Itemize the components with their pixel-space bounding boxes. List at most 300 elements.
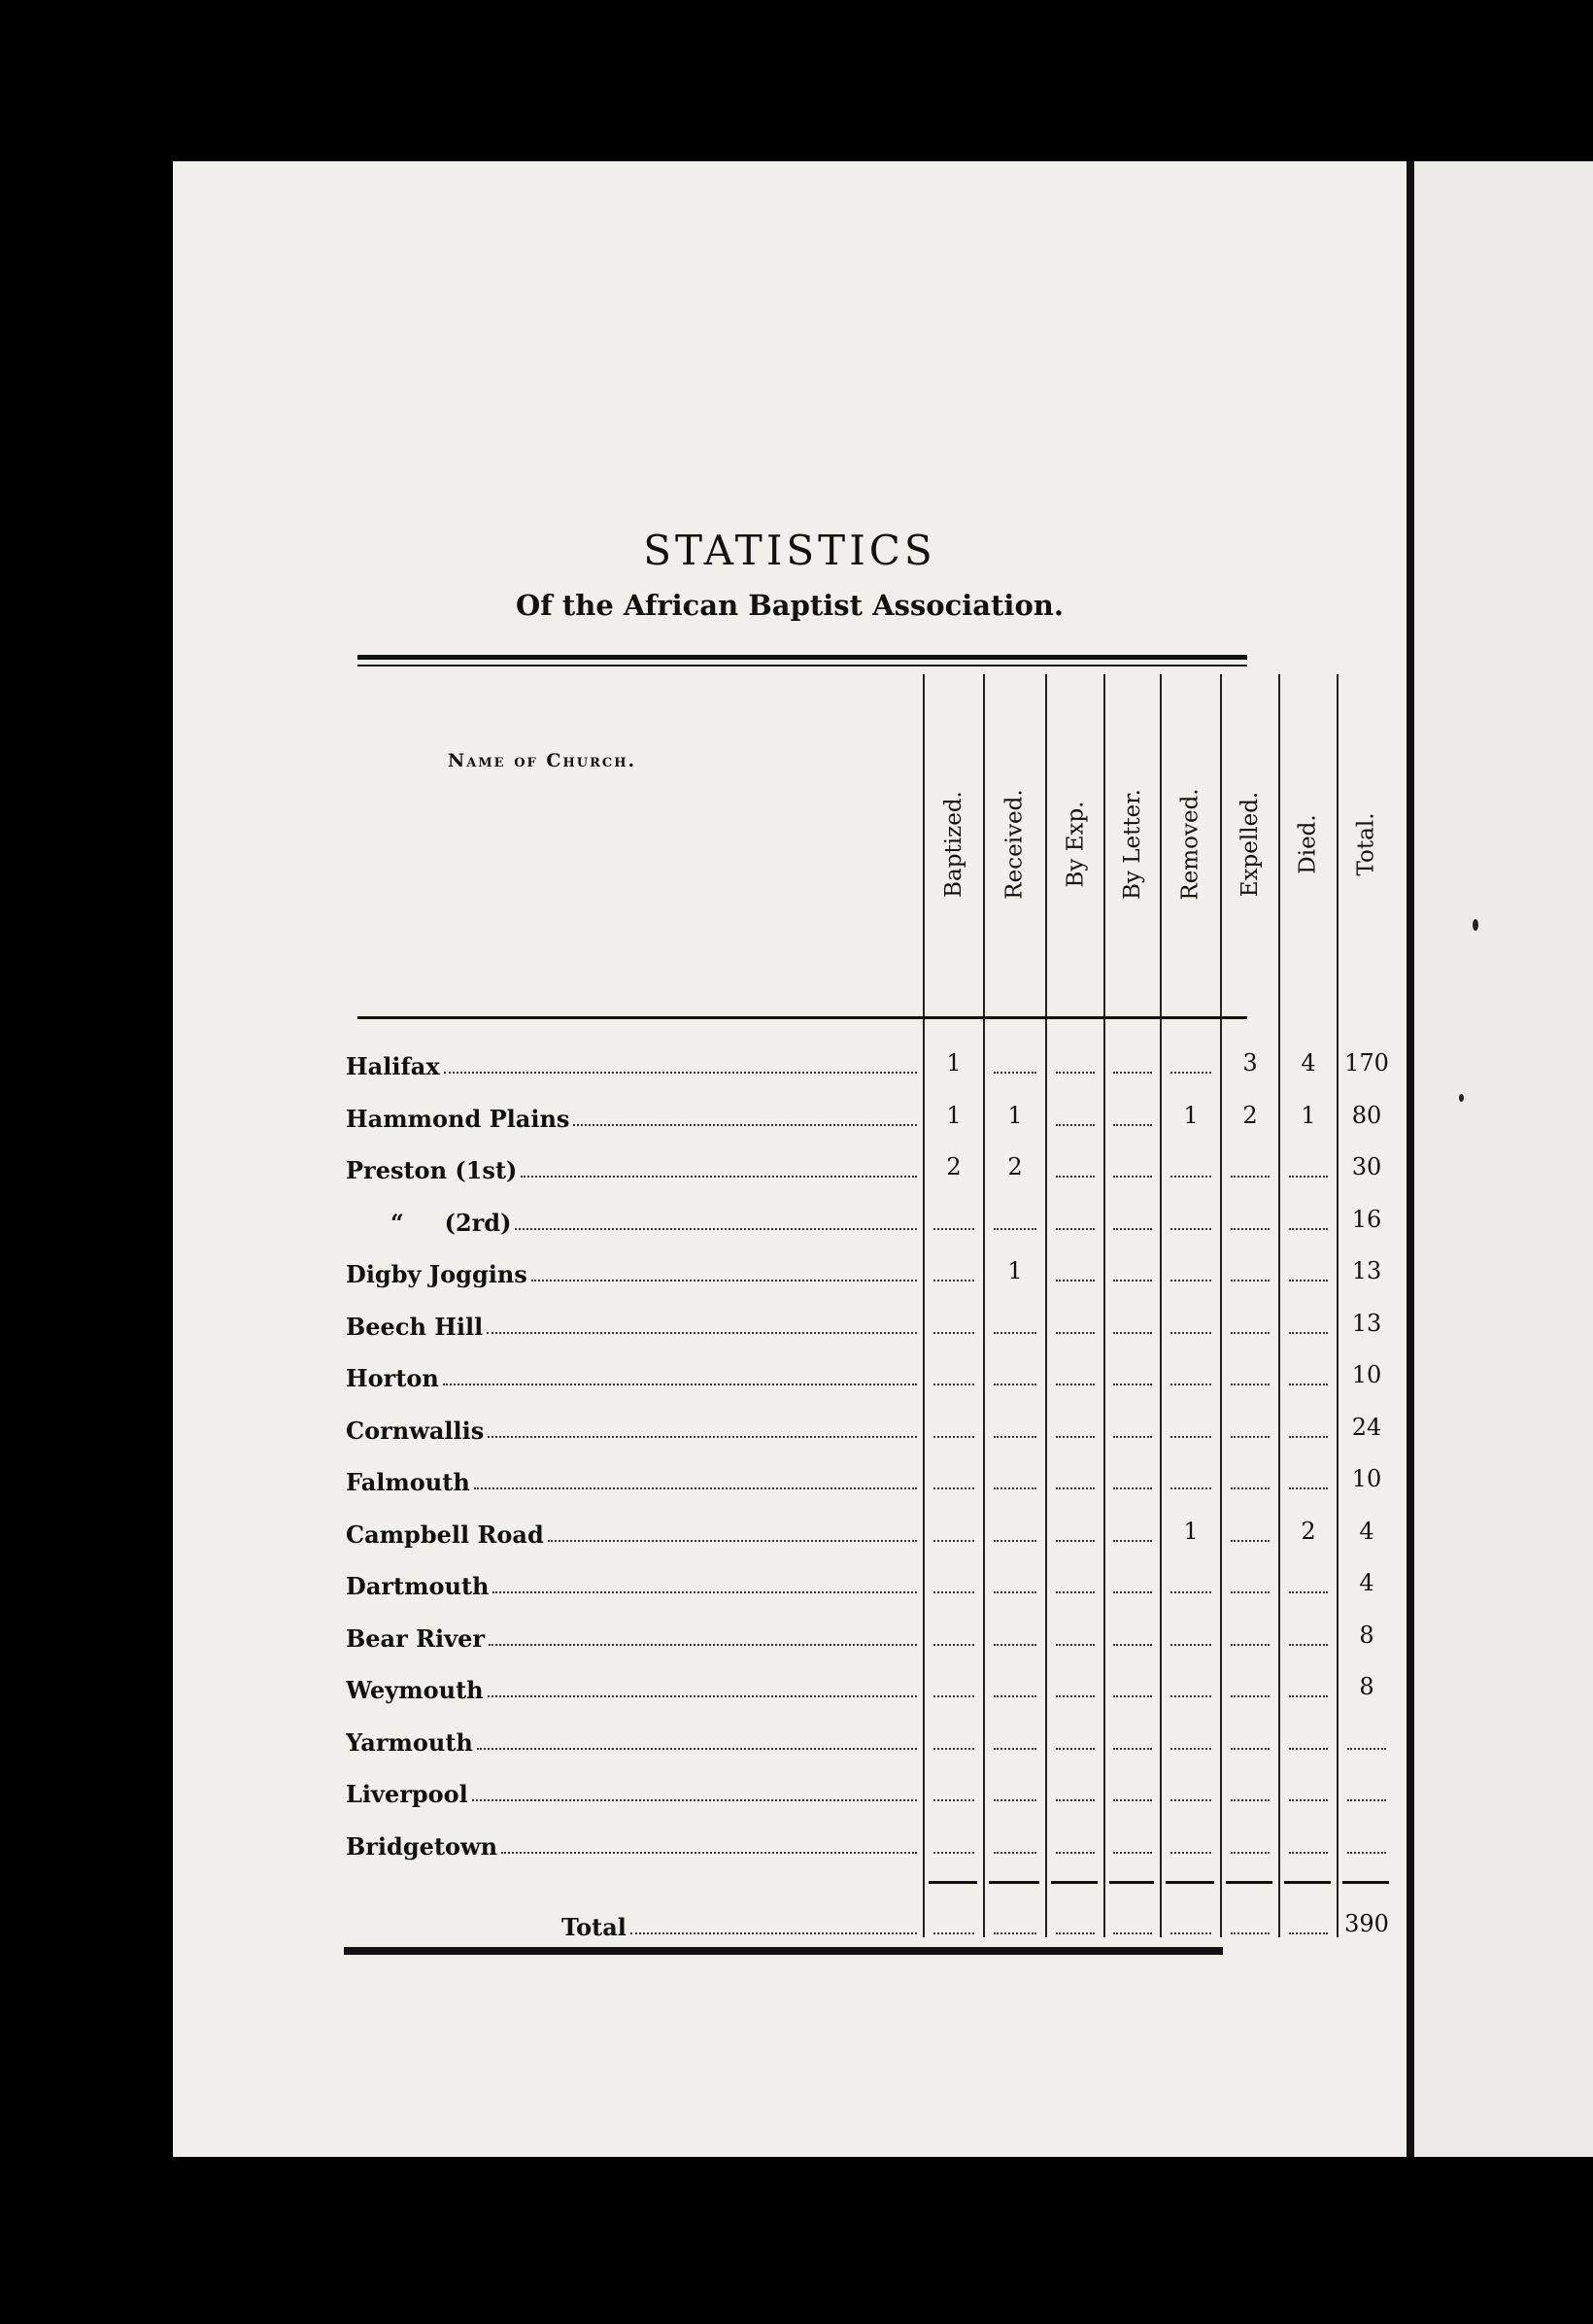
total-leader-dots <box>630 1932 917 1934</box>
sum-underline <box>1109 1881 1154 1884</box>
cell-value: 80 <box>1351 1102 1382 1129</box>
table-cell <box>985 1665 1045 1704</box>
cell-leader-dots <box>933 1748 974 1750</box>
leader-dots <box>472 1799 917 1801</box>
table-cell <box>985 1406 1045 1445</box>
bottom-rule <box>344 1947 1223 1955</box>
cell-value: 2 <box>1301 1518 1316 1545</box>
cell-leader-dots <box>1231 1540 1271 1542</box>
church-name-cell <box>346 1198 923 1237</box>
table-cell <box>1339 1457 1395 1496</box>
cell-leader-dots <box>1231 1799 1271 1801</box>
cell-value: 1 <box>1007 1257 1023 1284</box>
cell-leader-dots <box>1056 1540 1096 1542</box>
cell-leader-dots <box>1113 1852 1151 1854</box>
cell-leader-dots <box>933 1280 974 1282</box>
table-cell <box>1222 1198 1278 1237</box>
cell-leader-dots <box>933 1487 974 1489</box>
table-cell <box>1222 1769 1278 1808</box>
table-cell <box>1047 1718 1103 1757</box>
table-cell <box>1105 1198 1160 1237</box>
leader-dots <box>548 1540 917 1542</box>
table-cell <box>985 1249 1045 1288</box>
table-cell <box>925 1902 983 1941</box>
cell-leader-dots <box>933 1540 974 1542</box>
table-cell <box>1339 1902 1395 1941</box>
table-cell <box>1222 1665 1278 1704</box>
table-row <box>173 1145 1407 1184</box>
cell-leader-dots <box>933 1332 974 1334</box>
cell-leader-dots <box>933 1644 974 1646</box>
cell-leader-dots <box>1113 1124 1151 1126</box>
cell-value: 1 <box>1183 1102 1199 1129</box>
table-cell <box>1105 1510 1160 1549</box>
church-name: Falmouth <box>346 1468 470 1496</box>
table-cell <box>985 1902 1045 1941</box>
church-name: Cornwallis <box>346 1417 485 1445</box>
column-header-label: Died. <box>1296 814 1322 874</box>
cell-leader-dots <box>1231 1932 1271 1934</box>
church-name: Bear River <box>346 1624 486 1653</box>
church-name-cell <box>346 1561 923 1600</box>
table-cell <box>1162 1769 1220 1808</box>
table-row <box>173 1718 1407 1757</box>
church-name: “ (2rd) <box>390 1209 512 1237</box>
table-cell <box>1222 1302 1278 1341</box>
cell-leader-dots <box>1289 1436 1329 1438</box>
cell-leader-dots <box>1113 1695 1151 1697</box>
table-cell <box>1162 1249 1220 1288</box>
cell-leader-dots <box>994 1540 1035 1542</box>
cell-leader-dots <box>1113 1748 1151 1750</box>
cell-leader-dots <box>1231 1748 1271 1750</box>
cell-leader-dots <box>994 1852 1035 1854</box>
cell-value: 1 <box>946 1102 962 1129</box>
table-cell <box>1105 1718 1160 1757</box>
sum-underline <box>929 1881 977 1884</box>
cell-leader-dots <box>1113 1799 1151 1801</box>
cell-value: 1 <box>946 1049 962 1077</box>
cell-leader-dots <box>1289 1748 1329 1750</box>
scanned-page <box>173 161 1407 2157</box>
table-cell <box>1222 1822 1278 1861</box>
table-cell <box>1280 1042 1337 1080</box>
cell-leader-dots <box>1113 1436 1151 1438</box>
cell-leader-dots <box>1289 1799 1329 1801</box>
table-cell <box>1339 1353 1395 1392</box>
table-cell <box>1105 1094 1160 1133</box>
table-row <box>173 1249 1407 1288</box>
column-header-label: By Letter. <box>1120 789 1145 900</box>
table-cell <box>1222 1353 1278 1392</box>
table-cell <box>1047 1042 1103 1080</box>
table-cell <box>1162 1902 1220 1941</box>
table-cell <box>1339 1614 1395 1653</box>
table-cell <box>1339 1406 1395 1445</box>
table-cell <box>985 1198 1045 1237</box>
leader-dots <box>531 1280 917 1282</box>
table-cell <box>925 1198 983 1237</box>
church-name: Digby Joggins <box>346 1260 527 1288</box>
table-cell <box>1339 1510 1395 1549</box>
cell-leader-dots <box>1289 1932 1329 1934</box>
cell-leader-dots <box>933 1228 974 1230</box>
total-row <box>173 1902 1407 1941</box>
adjacent-page-edge <box>1407 161 1593 2157</box>
table-row <box>173 1042 1407 1080</box>
leader-dots <box>488 1695 917 1697</box>
cell-leader-dots <box>1289 1644 1329 1646</box>
table-cell <box>925 1042 983 1080</box>
cell-leader-dots <box>1113 1280 1151 1282</box>
church-name-cell <box>346 1302 923 1341</box>
table-cell <box>925 1406 983 1445</box>
table-cell <box>1162 1198 1220 1237</box>
cell-leader-dots <box>1289 1695 1329 1697</box>
cell-leader-dots <box>1231 1176 1271 1178</box>
column-header-label: Removed. <box>1178 788 1204 901</box>
table-cell <box>1047 1822 1103 1861</box>
table-cell <box>985 1094 1045 1133</box>
cell-leader-dots <box>1056 1799 1096 1801</box>
cell-value: 2 <box>946 1153 962 1180</box>
cell-leader-dots <box>1113 1384 1151 1385</box>
cell-leader-dots <box>1289 1228 1329 1230</box>
table-row <box>173 1614 1407 1653</box>
table-cell <box>1280 1665 1337 1704</box>
table-row <box>173 1406 1407 1445</box>
table-cell <box>1280 1457 1337 1496</box>
cell-leader-dots <box>1231 1228 1271 1230</box>
table-cell <box>925 1094 983 1133</box>
cell-leader-dots <box>994 1436 1035 1438</box>
cell-leader-dots <box>1347 1799 1387 1801</box>
cell-leader-dots <box>1231 1487 1271 1489</box>
table-cell <box>1047 1353 1103 1392</box>
column-header <box>1105 674 1160 1014</box>
cell-leader-dots <box>1113 1644 1151 1646</box>
table-cell <box>925 1718 983 1757</box>
table-cell <box>925 1614 983 1653</box>
table-cell <box>1105 1406 1160 1445</box>
cell-leader-dots <box>1289 1384 1329 1385</box>
table-cell <box>1280 1902 1337 1941</box>
table-cell <box>1162 1614 1220 1653</box>
cell-leader-dots <box>933 1591 974 1593</box>
cell-value: 4 <box>1359 1569 1374 1596</box>
table-cell <box>985 1769 1045 1808</box>
cell-leader-dots <box>1170 1932 1211 1934</box>
table-cell <box>925 1769 983 1808</box>
cell-leader-dots <box>994 1072 1035 1074</box>
church-name: Beech Hill <box>346 1313 484 1341</box>
cell-value: 4 <box>1359 1518 1374 1545</box>
table-cell <box>1280 1249 1337 1288</box>
table-cell <box>1222 1718 1278 1757</box>
table-row <box>173 1510 1407 1549</box>
table-cell <box>1105 1561 1160 1600</box>
table-cell <box>1339 1561 1395 1600</box>
sum-underline <box>1051 1881 1098 1884</box>
cell-leader-dots <box>1056 1695 1096 1697</box>
column-header-label: Received. <box>1002 789 1029 900</box>
church-name-cell <box>346 1094 923 1133</box>
table-row <box>173 1353 1407 1392</box>
table-cell <box>1047 1561 1103 1600</box>
cell-leader-dots <box>1056 1644 1096 1646</box>
cell-leader-dots <box>1056 1228 1096 1230</box>
table-cell <box>1222 1902 1278 1941</box>
cell-value: 24 <box>1351 1414 1382 1441</box>
cell-leader-dots <box>1231 1332 1271 1334</box>
table-cell <box>1162 1457 1220 1496</box>
table-cell <box>1222 1614 1278 1653</box>
table-cell <box>1162 1042 1220 1080</box>
table-cell <box>1105 1665 1160 1704</box>
cell-leader-dots <box>1056 1384 1096 1385</box>
cell-value: 10 <box>1351 1465 1382 1492</box>
table-cell <box>1162 1145 1220 1184</box>
cell-leader-dots <box>1231 1280 1271 1282</box>
church-name: Yarmouth <box>346 1728 473 1757</box>
table-cell <box>1105 1353 1160 1392</box>
table-cell <box>1105 1614 1160 1653</box>
column-header <box>1280 674 1337 1014</box>
cell-value: 170 <box>1344 1049 1389 1077</box>
church-name-cell <box>346 1406 923 1445</box>
cell-leader-dots <box>994 1748 1035 1750</box>
cell-leader-dots <box>933 1799 974 1801</box>
table-cell <box>985 1457 1045 1496</box>
cell-leader-dots <box>994 1487 1035 1489</box>
table-cell <box>1047 1614 1103 1653</box>
cell-leader-dots <box>1289 1280 1329 1282</box>
cell-value: 13 <box>1351 1257 1382 1284</box>
table-cell <box>1162 1406 1220 1445</box>
cell-leader-dots <box>1347 1748 1387 1750</box>
table-cell <box>1339 1145 1395 1184</box>
table-cell <box>1047 1094 1103 1133</box>
table-cell <box>1162 1665 1220 1704</box>
ink-speck <box>1473 919 1478 931</box>
cell-value: 13 <box>1351 1310 1382 1337</box>
column-header-label: Total. <box>1354 812 1379 876</box>
cell-leader-dots <box>1113 1540 1151 1542</box>
leader-dots <box>521 1176 917 1178</box>
cell-leader-dots <box>1170 1332 1211 1334</box>
table-cell <box>1047 1145 1103 1184</box>
page-title: STATISTICS <box>643 527 936 574</box>
table-cell <box>1280 1145 1337 1184</box>
cell-leader-dots <box>994 1695 1035 1697</box>
table-cell <box>1162 1510 1220 1549</box>
church-name-cell <box>346 1510 923 1549</box>
cell-leader-dots <box>1113 1072 1151 1074</box>
cell-leader-dots <box>1170 1487 1211 1489</box>
cell-value: 2 <box>1242 1102 1258 1129</box>
church-name: Weymouth <box>346 1676 484 1704</box>
table-cell <box>1047 1665 1103 1704</box>
table-row <box>173 1094 1407 1133</box>
table-cell <box>1162 1094 1220 1133</box>
cell-value: 8 <box>1359 1622 1374 1649</box>
cell-value: 1 <box>1301 1102 1316 1129</box>
leader-dots <box>474 1487 917 1489</box>
sum-underline <box>989 1881 1039 1884</box>
church-name-cell <box>346 1718 923 1757</box>
cell-leader-dots <box>1113 1487 1151 1489</box>
cell-leader-dots <box>1231 1695 1271 1697</box>
table-cell <box>1280 1614 1337 1653</box>
table-cell <box>1162 1718 1220 1757</box>
cell-leader-dots <box>1170 1176 1211 1178</box>
table-cell <box>1339 1665 1395 1704</box>
cell-value: 1 <box>1183 1518 1199 1545</box>
table-cell <box>1339 1718 1395 1757</box>
table-row <box>173 1302 1407 1341</box>
cell-leader-dots <box>1113 1932 1151 1934</box>
table-cell <box>1047 1510 1103 1549</box>
church-name-cell <box>346 1665 923 1704</box>
sum-underline <box>1342 1881 1389 1884</box>
cell-value: 16 <box>1351 1206 1382 1233</box>
table-cell <box>1280 1561 1337 1600</box>
total-label: Total <box>561 1913 627 1941</box>
table-cell <box>985 1145 1045 1184</box>
table-row <box>173 1457 1407 1496</box>
table-cell <box>1280 1406 1337 1445</box>
church-name: Hammond Plains <box>346 1105 570 1133</box>
table-cell <box>1222 1457 1278 1496</box>
table-cell <box>925 1822 983 1861</box>
cell-leader-dots <box>1113 1228 1151 1230</box>
table-cell <box>1222 1561 1278 1600</box>
cell-leader-dots <box>1347 1852 1387 1854</box>
table-cell <box>985 1042 1045 1080</box>
cell-leader-dots <box>994 1932 1035 1934</box>
leader-dots <box>489 1644 917 1646</box>
top-rule-thin <box>357 665 1247 666</box>
table-cell <box>1222 1145 1278 1184</box>
cell-leader-dots <box>994 1644 1035 1646</box>
cell-leader-dots <box>1170 1384 1211 1385</box>
cell-leader-dots <box>994 1591 1035 1593</box>
cell-leader-dots <box>1170 1436 1211 1438</box>
table-cell <box>925 1249 983 1288</box>
table-cell <box>1280 1353 1337 1392</box>
table-cell <box>1280 1718 1337 1757</box>
cell-leader-dots <box>933 1852 974 1854</box>
table-cell <box>1222 1042 1278 1080</box>
cell-leader-dots <box>933 1932 974 1934</box>
leader-dots <box>573 1124 917 1126</box>
table-cell <box>1222 1406 1278 1445</box>
leader-dots <box>443 1384 917 1385</box>
cell-leader-dots <box>1056 1932 1096 1934</box>
church-name: Liverpool <box>346 1780 468 1808</box>
church-name-cell <box>346 1042 923 1080</box>
cell-leader-dots <box>1170 1280 1211 1282</box>
cell-value: 4 <box>1301 1049 1316 1077</box>
cell-leader-dots <box>1289 1487 1329 1489</box>
church-name-cell <box>346 1614 923 1653</box>
cell-leader-dots <box>933 1695 974 1697</box>
column-header <box>1047 674 1103 1014</box>
table-cell <box>1105 1302 1160 1341</box>
cell-leader-dots <box>1231 1591 1271 1593</box>
cell-value: 2 <box>1007 1153 1023 1180</box>
cell-leader-dots <box>1056 1436 1096 1438</box>
church-name-cell <box>346 1457 923 1496</box>
cell-leader-dots <box>1231 1436 1271 1438</box>
column-header-label: Expelled. <box>1237 791 1264 898</box>
table-cell <box>1339 1822 1395 1861</box>
table-cell <box>1222 1249 1278 1288</box>
total-label-cell <box>561 1902 923 1941</box>
cell-value: 8 <box>1359 1673 1374 1700</box>
cell-leader-dots <box>1170 1799 1211 1801</box>
cell-leader-dots <box>1056 1280 1096 1282</box>
table-cell <box>1280 1822 1337 1861</box>
church-name: Bridgetown <box>346 1832 498 1861</box>
ink-speck <box>1459 1094 1464 1102</box>
cell-leader-dots <box>1289 1176 1329 1178</box>
table-cell <box>985 1614 1045 1653</box>
cell-leader-dots <box>1289 1591 1329 1593</box>
table-cell <box>925 1353 983 1392</box>
church-name-cell <box>346 1822 923 1861</box>
name-of-church-header: Name of Church. <box>447 750 637 771</box>
table-cell <box>1339 1769 1395 1808</box>
leader-dots <box>492 1591 917 1593</box>
leader-dots <box>444 1072 917 1074</box>
cell-leader-dots <box>933 1436 974 1438</box>
table-cell <box>1047 1249 1103 1288</box>
cell-leader-dots <box>994 1799 1035 1801</box>
church-name-cell <box>346 1145 923 1184</box>
cell-leader-dots <box>1170 1644 1211 1646</box>
table-cell <box>1162 1822 1220 1861</box>
cell-value: 30 <box>1351 1153 1382 1180</box>
table-cell <box>1162 1561 1220 1600</box>
cell-leader-dots <box>1113 1591 1151 1593</box>
cell-leader-dots <box>1289 1332 1329 1334</box>
table-cell <box>1280 1302 1337 1341</box>
column-header-label: Baptized. <box>941 791 967 898</box>
cell-leader-dots <box>994 1384 1035 1385</box>
church-name-cell <box>346 1769 923 1808</box>
table-cell <box>1047 1902 1103 1941</box>
table-cell <box>1105 1902 1160 1941</box>
leader-dots <box>477 1748 917 1750</box>
table-cell <box>985 1718 1045 1757</box>
church-name-cell <box>346 1249 923 1288</box>
cell-leader-dots <box>1170 1591 1211 1593</box>
column-header <box>1339 674 1395 1014</box>
cell-value: 1 <box>1007 1102 1023 1129</box>
table-cell <box>1105 1769 1160 1808</box>
page-subtitle: Of the African Baptist Association. <box>516 589 1064 622</box>
table-cell <box>925 1145 983 1184</box>
table-cell <box>1339 1249 1395 1288</box>
table-row <box>173 1822 1407 1861</box>
church-name: Campbell Road <box>346 1521 544 1549</box>
top-rule-thick <box>357 655 1247 660</box>
cell-leader-dots <box>1056 1176 1096 1178</box>
table-cell <box>1339 1302 1395 1341</box>
cell-leader-dots <box>1056 1748 1096 1750</box>
cell-leader-dots <box>1056 1487 1096 1489</box>
